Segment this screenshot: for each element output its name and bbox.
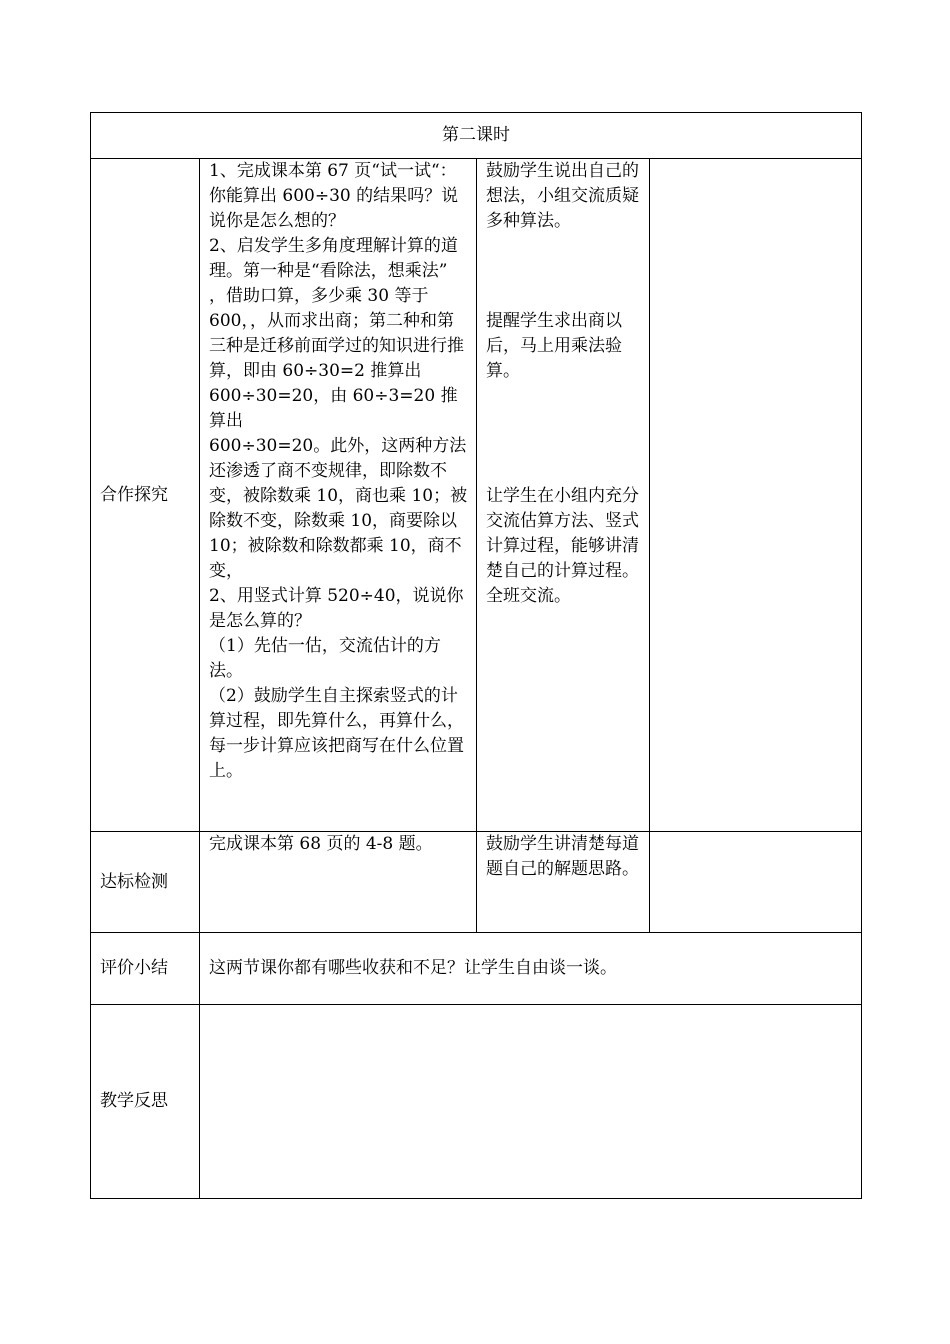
explore-para-5: 2、用竖式计算 520÷40，说说你是怎么算的？ <box>209 586 464 631</box>
summary-row <box>91 933 862 1005</box>
explore-content <box>200 159 477 832</box>
explore-para-4: 600÷30=20。此外，这两种方法还渗透了商不变规律，即除数不变，被除数乘 10，商也乘 10；被除数不变，除数乘 10，商要除以 10；被除数和除数都乘 10，商不变， <box>209 436 468 581</box>
explore-note-3: 让学生在小组内充分交流估算方法、竖式计算过程，能够讲清楚自己的计算过程。 <box>486 486 639 581</box>
explore-note-4: 全班交流。 <box>486 586 571 606</box>
lesson-plan-table <box>90 112 862 1199</box>
reflection-content <box>200 1005 862 1199</box>
note-spacer <box>486 234 643 309</box>
explore-empty-cell <box>650 159 862 832</box>
explore-note-2: 提醒学生求出商以后，马上用乘法验算。 <box>486 311 622 381</box>
explore-para-6: （1）先估一估，交流估计的方法。 <box>209 636 441 681</box>
explore-label: 合作探究 <box>91 159 200 832</box>
explore-note-1: 鼓励学生说出自己的想法，小组交流质疑多种算法。 <box>486 161 639 231</box>
explore-para-3: 600÷30=20，由 60÷3=20 推算出 <box>209 386 458 431</box>
lesson-title: 第二课时 <box>91 113 862 159</box>
explore-notes <box>477 159 650 832</box>
reflection-row <box>91 1005 862 1199</box>
check-label: 达标检测 <box>91 832 200 933</box>
summary-label: 评价小结 <box>91 933 200 1005</box>
check-empty-cell <box>650 832 862 933</box>
check-content: 完成课本第 68 页的 4-8 题。 <box>200 832 477 933</box>
reflection-label: 教学反思 <box>91 1005 200 1199</box>
title-row <box>91 113 862 159</box>
explore-para-1: 1、完成课本第 67 页“试一试“：你能算出 600÷30 的结果吗？说说你是怎么想的？ <box>209 161 459 231</box>
note-spacer <box>486 384 643 484</box>
explore-row <box>91 159 862 832</box>
explore-para-7: （2）鼓励学生自主探索竖式的计算过程，即先算什么，再算什么，每一步计算应该把商写在什么位置上。 <box>209 686 464 781</box>
check-row <box>91 832 862 933</box>
check-note: 鼓励学生讲清楚每道题自己的解题思路。 <box>477 832 650 933</box>
explore-para-2: 2、启发学生多角度理解计算的道理。第一种是“看除法，想乘法” ，借助口算，多少乘 30 等于 600，，从而求出商；第二种和第三种是迁移前面学过的知识进行推算，即由 60÷30=2 推算出 <box>209 236 464 381</box>
summary-content: 这两节课你都有哪些收获和不足？让学生自由谈一谈。 <box>200 933 862 1005</box>
